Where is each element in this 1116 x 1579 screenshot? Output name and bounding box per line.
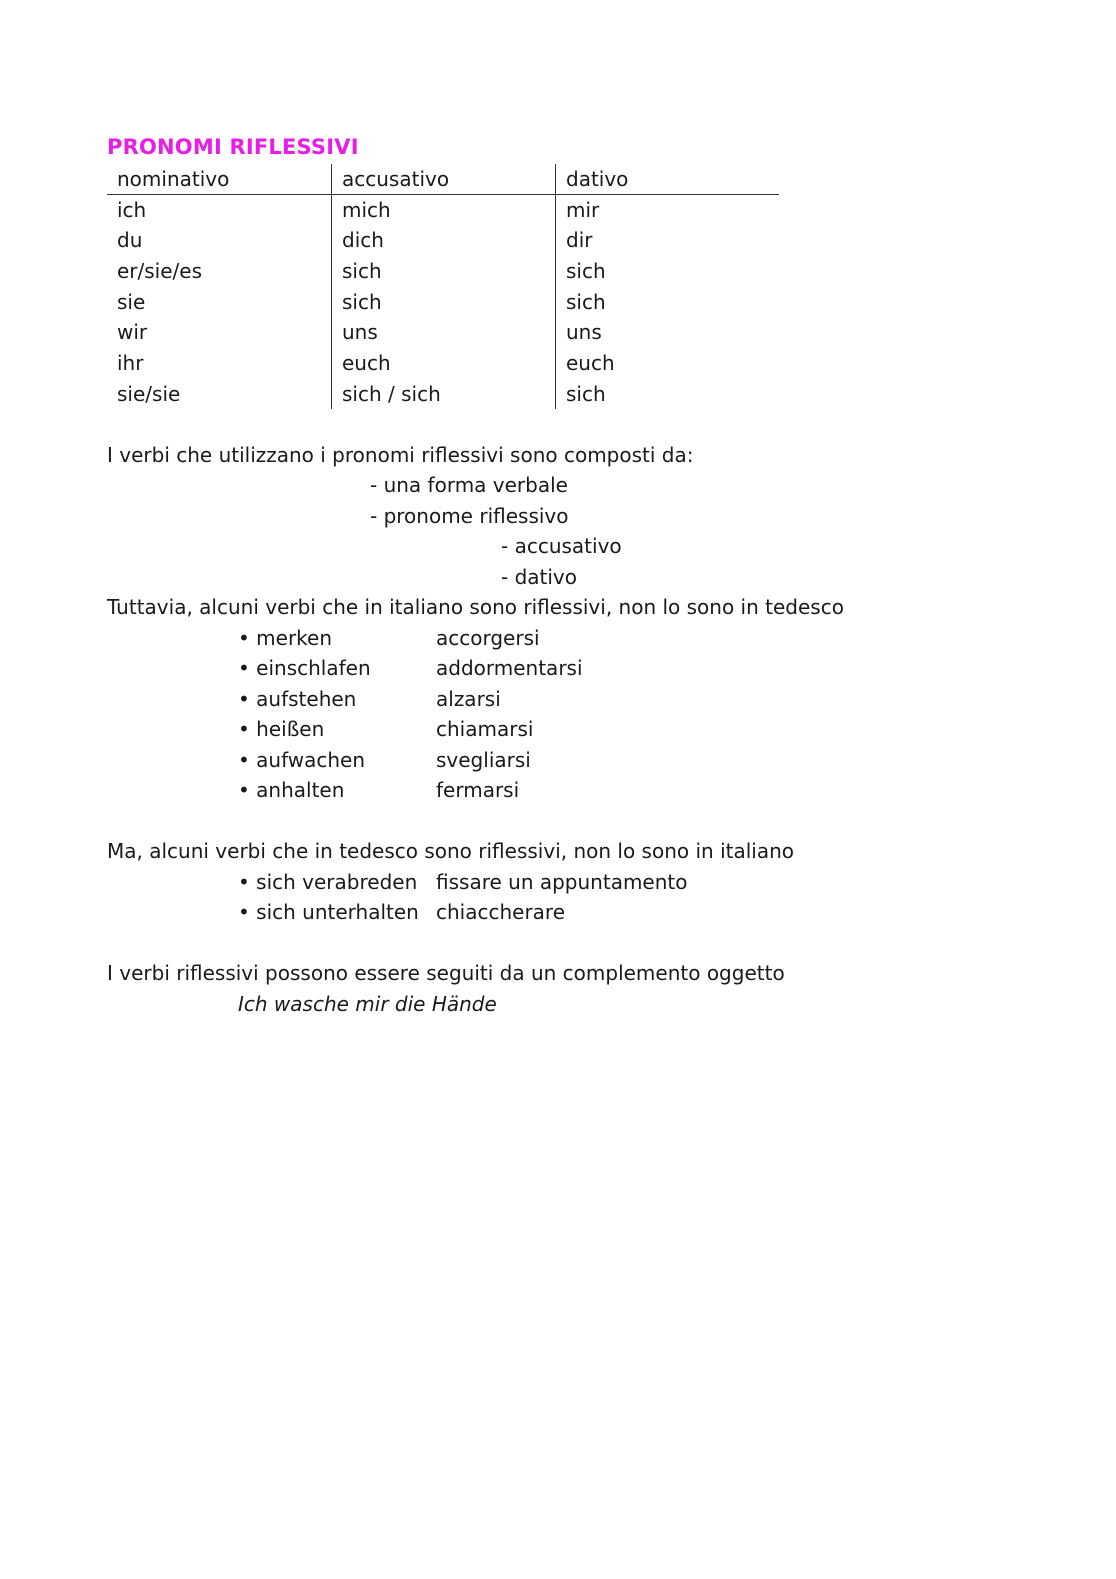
verb-it: fermarsi [436, 778, 520, 802]
table-cell: euch [566, 351, 615, 376]
composition-item: - una forma verbale [370, 473, 568, 497]
composition-item: - pronome riflessivo [370, 504, 569, 528]
column-dativo [555, 164, 780, 409]
section-intro: I verbi riflessivi possono essere seguiti da un complemento oggetto [107, 961, 785, 985]
verb-it: chiaccherare [436, 900, 566, 924]
table-cell: sie [117, 289, 146, 314]
verb-it: alzarsi [436, 687, 501, 711]
table-cell: uns [566, 320, 602, 345]
verb-de: • sich verabreden [238, 870, 418, 894]
verb-de: • aufwachen [238, 748, 366, 772]
table-cell: sich [342, 259, 382, 284]
table-cell: dich [342, 228, 384, 253]
composition-intro: I verbi che utilizzano i pronomi riflessivi sono composti da: [107, 443, 694, 467]
table-cell: ihr [117, 351, 144, 376]
verb-it: fissare un appuntamento [436, 870, 688, 894]
table-header: dativo [566, 167, 629, 191]
table-cell: sie/sie [117, 381, 181, 406]
table-cell: euch [342, 351, 391, 376]
section-intro: Ma, alcuni verbi che in tedesco sono riflessivi, non lo sono in italiano [107, 839, 795, 863]
table-header: nominativo [117, 167, 230, 191]
page-title: PRONOMI RIFLESSIVI [107, 135, 359, 159]
table-cell: sich [566, 259, 606, 284]
table-cell: du [117, 228, 143, 253]
example-sentence: Ich wasche mir die Hände [238, 992, 497, 1016]
verb-it: addormentarsi [436, 656, 583, 680]
table-cell: sich [566, 381, 606, 406]
column-accusativo [331, 164, 556, 409]
table-cell: dir [566, 228, 593, 253]
table-cell: ich [117, 197, 147, 222]
verb-it: chiamarsi [436, 717, 534, 741]
table-cell: mich [342, 197, 391, 222]
table-header: accusativo [342, 167, 450, 191]
table-cell: er/sie/es [117, 259, 203, 284]
verb-it: accorgersi [436, 626, 540, 650]
composition-subitem: - accusativo [501, 534, 622, 558]
table-cell: wir [117, 320, 148, 345]
verb-de: • merken [238, 626, 333, 650]
table-cell: sich / sich [342, 381, 441, 406]
table-cell: mir [566, 197, 600, 222]
table-cell: sich [342, 289, 382, 314]
verb-it: svegliarsi [436, 748, 531, 772]
composition-subitem: - dativo [501, 565, 577, 589]
section-intro: Tuttavia, alcuni verbi che in italiano sono riflessivi, non lo sono in tedesco [107, 595, 844, 619]
verb-de: • anhalten [238, 778, 345, 802]
table-cell: sich [566, 289, 606, 314]
verb-de: • sich unterhalten [238, 900, 419, 924]
column-nominativo [107, 164, 331, 410]
verb-de: • heißen [238, 717, 325, 741]
verb-de: • aufstehen [238, 687, 357, 711]
verb-de: • einschlafen [238, 656, 371, 680]
table-cell: uns [342, 320, 378, 345]
